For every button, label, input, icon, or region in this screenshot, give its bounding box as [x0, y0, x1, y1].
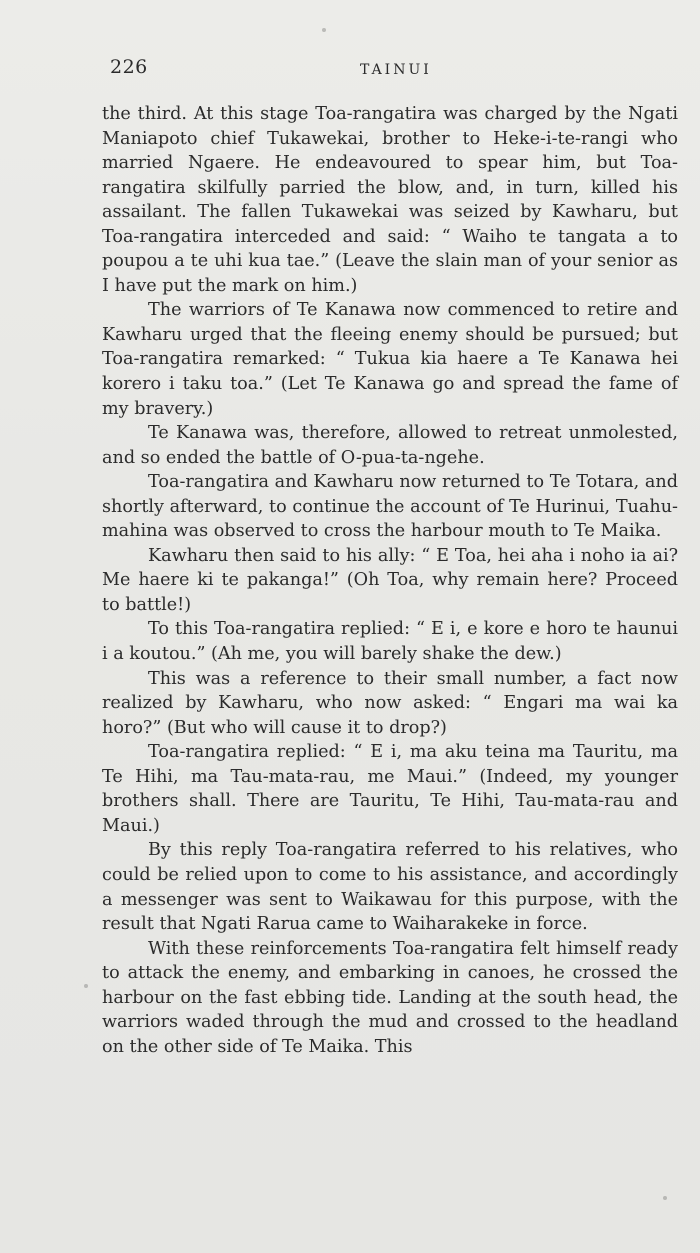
paper-speck	[84, 984, 88, 988]
paragraph: With these reinforcements Toa-rangatira felt himself ready to attack the enemy, and embarking in canoes, he crossed the harbour on the fast ebbing tide. Landing at the south head, the warriors waded through the mud and crossed to the headland on the other side of Te Maika. This	[102, 938, 678, 1057]
running-head: TAINUI	[360, 62, 432, 78]
paper-speck	[663, 1196, 667, 1200]
page-number: 226	[110, 56, 148, 78]
paragraph: Toa-rangatira and Kawharu now returned to Te Totara, and shortly afterward, to continue the account of Te Hurinui, Tuahu-mahina was observed to cross the harbour mouth to Te Maika.	[102, 472, 678, 542]
page-header	[0, 56, 700, 86]
paragraph: Te Kanawa was, therefore, allowed to retreat unmolested, and so ended the battle of O-pua-ta-ngehe.	[102, 423, 678, 468]
body-text	[102, 102, 678, 1059]
paper-speck	[322, 28, 326, 32]
paragraph: To this Toa-rangatira replied: “ E i, e kore e horo te haunui i a koutou.” (Ah me, you will barely shake the dew.)	[102, 619, 678, 665]
paragraph: the third. At this stage Toa-rangatira was charged by the Ngati Maniapoto chief Tukawekai, brother to Heke-i-te-rangi who married Ngaere. He endeavoured to spear him, but Toa-rangatira skilfully parried the blow, and, in turn, killed his assailant. The fallen Tukawekai was seized by Kawharu, but Toa-rangatira interceded and said: “ Waiho te tangata a to poupou a te uhi kua tae.” (Leave the slain man of your senior as I have put the mark on him.)	[102, 104, 678, 296]
paragraph: Toa-rangatira replied: “ E i, ma aku teina ma Tauritu, ma Te Hihi, ma Tau-mata-rau, me Maui.” (Indeed, my younger brothers shall. There are Tauritu, Te Hihi, Tau-mata-rau and Maui.)	[102, 742, 678, 836]
paragraph: The warriors of Te Kanawa now commenced to retire and Kawharu urged that the fleeing enemy should be pursued; but Toa-rangatira remarked: “ Tukua kia haere a Te Kanawa hei korero i taku toa.” (Let Te Kanawa go and spread the fame of my bravery.)	[102, 300, 678, 419]
paragraph: Kawharu then said to his ally: “ E Toa, hei aha i noho ia ai? Me haere ki te pakanga!” (Oh Toa, why remain here? Proceed to battle!)	[102, 545, 678, 615]
paragraph: By this reply Toa-rangatira referred to his relatives, who could be relied upon to come to his assistance, and accordingly a messenger was sent to Waikawau for this purpose, with the result that Ngati Rarua came to Waiharakeke in force.	[102, 840, 678, 935]
paragraph: This was a reference to their small number, a fact now realized by Kawharu, who now asked: “ Engari ma wai ka horo?” (But who will cause it to drop?)	[102, 668, 678, 738]
